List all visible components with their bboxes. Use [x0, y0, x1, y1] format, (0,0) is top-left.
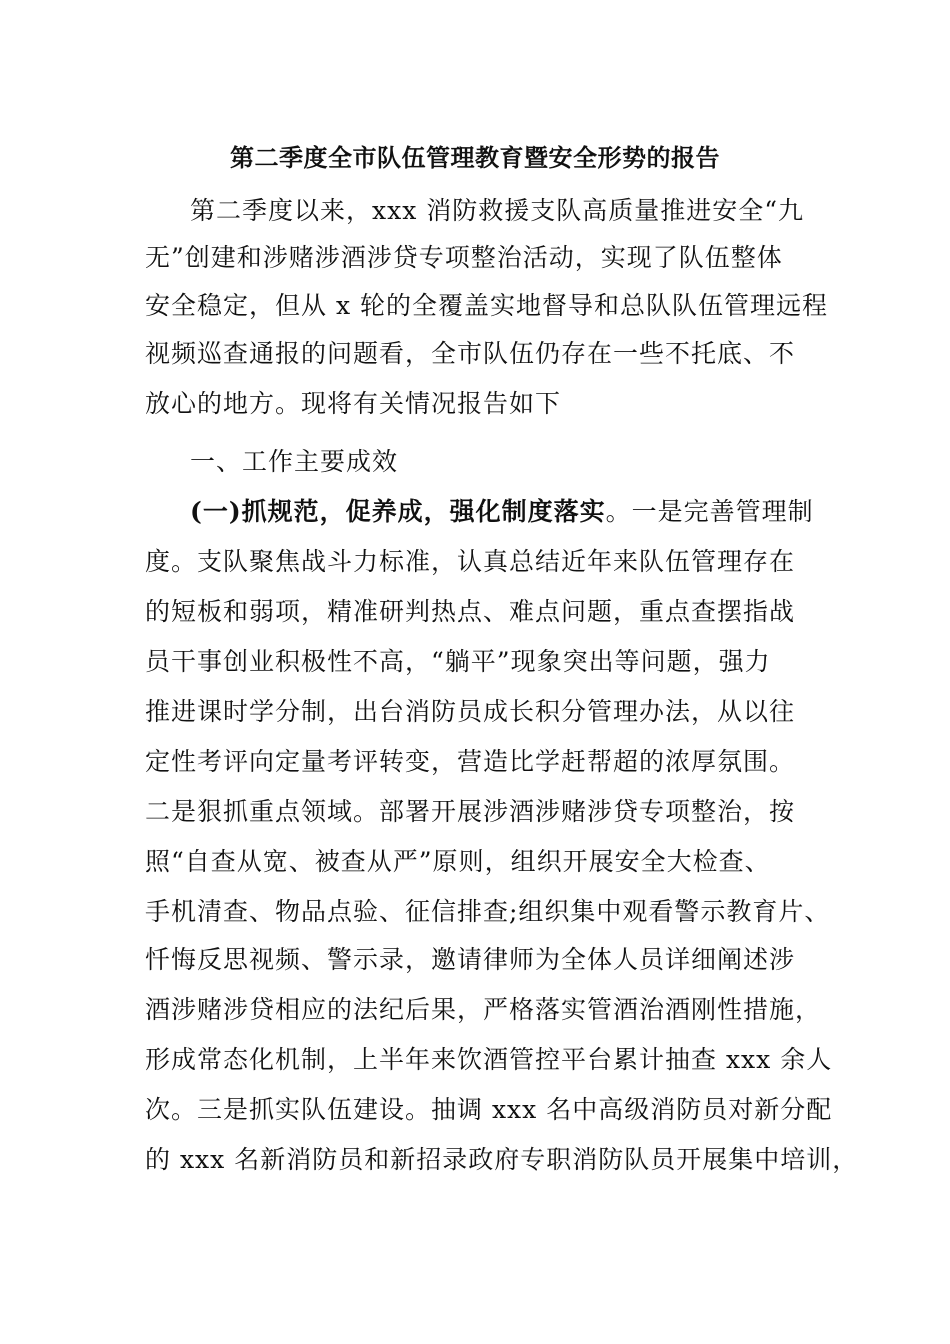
- body-line: 二是狠抓重点领域。部署开展涉酒涉赌涉贷专项整治，按: [145, 797, 796, 826]
- body-line: 手机清查、物品点验、征信排查;组织集中观看警示教育片、: [145, 897, 831, 926]
- body-line: 定性考评向定量考评转变，营造比学赶帮超的浓厚氛围。: [145, 747, 796, 776]
- body-line: 度。支队聚焦战斗力标准，认真总结近年来队伍管理存在: [145, 547, 796, 576]
- body-line: 的 xxx 名新消防员和新招录政府专职消防队员开展集中培训，: [145, 1145, 859, 1174]
- body-line: 次。三是抓实队伍建设。抽调 xxx 名中高级消防员对新分配: [145, 1095, 833, 1124]
- intro-line: 放心的地方。现将有关情况报告如下: [145, 389, 562, 418]
- body-line: 员干事创业积极性不高，“躺平”现象突出等问题，强力: [145, 647, 771, 676]
- body-line: 的短板和弱项，精准研判热点、难点问题，重点查摆指战: [145, 597, 796, 626]
- subheading-rest: 。一是完善管理制: [605, 497, 814, 526]
- intro-line: 无”创建和涉赌涉酒涉贷专项整治活动，实现了队伍整体: [145, 243, 783, 272]
- document-title: 第二季度全市队伍管理教育暨安全形势的报告: [230, 143, 720, 172]
- body-line: 形成常态化机制，上半年来饮酒管控平台累计抽查 xxx 余人: [145, 1045, 833, 1074]
- body-line: 酒涉赌涉贷相应的法纪后果，严格落实管酒治酒刚性措施，: [145, 995, 822, 1024]
- subheading-line: [190, 497, 814, 527]
- subheading: (一)抓规范，促养成，强化制度落实: [190, 497, 606, 526]
- intro-line: 视频巡查通报的问题看，全市队伍仍存在一些不托底、不: [145, 339, 796, 368]
- body-line: 推进课时学分制，出台消防员成长积分管理办法，从以往: [145, 697, 796, 726]
- body-line: 照“自查从宽、被查从严”原则，组织开展安全大检查、: [145, 847, 771, 876]
- intro-line: 第二季度以来，xxx 消防救援支队高质量推进安全“九: [190, 196, 805, 225]
- section-heading: 一、工作主要成效: [190, 447, 399, 476]
- body-line: 忏悔反思视频、警示录，邀请律师为全体人员详细阐述涉: [145, 945, 796, 974]
- intro-line: 安全稳定，但从 x 轮的全覆盖实地督导和总队队伍管理远程: [145, 291, 828, 320]
